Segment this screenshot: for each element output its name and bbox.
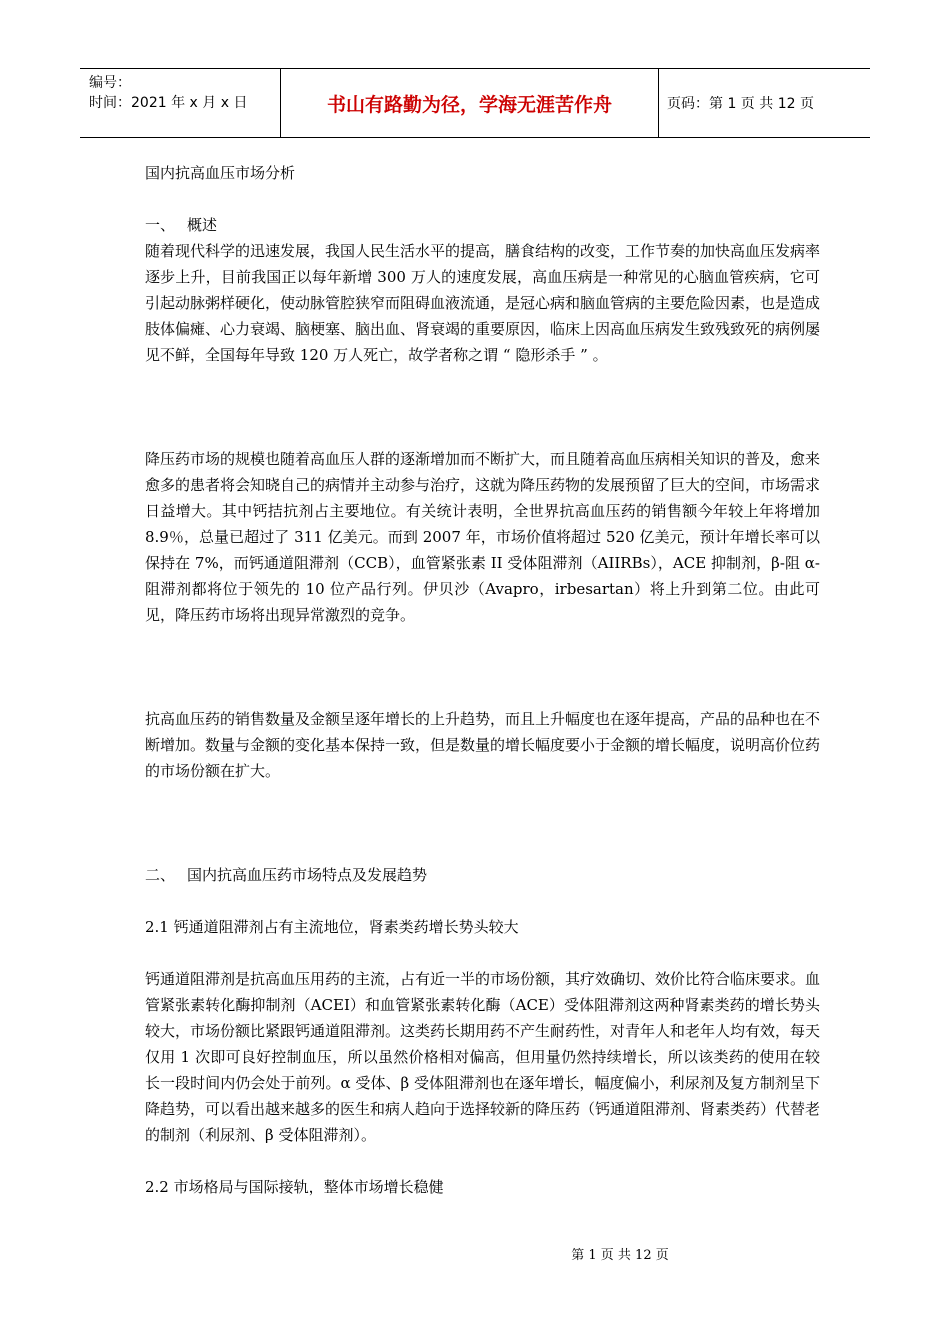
section-heading-2 bbox=[145, 862, 820, 888]
page-footer bbox=[0, 1244, 950, 1263]
section-heading-1 bbox=[145, 212, 820, 238]
paragraph-overview: 随着现代科学的迅速发展，我国人民生活水平的提高，膳食结构的改变，工作节奏的加快高血压发病率逐步上升，目前我国正以每年新增 300 万人的速度发展，高血压病是一种常见的心脑血管疾病，它可引起动脉粥样硬化，使动脉管腔狭窄而阻碍血液流通，是冠心病和脑血管病的主要危险因素，也是造成肢体偏瘫、心力衰竭、脑梗塞、脑出血、肾衰竭的重要原因，临床上因高血压病发生致残致死的病例屡见不鲜，全国每年导致 120 万人死亡，故学者称之谓 “ 隐形杀手 ” 。 bbox=[145, 242, 821, 364]
section-title: 国内抗高血压药市场特点及发展趋势 bbox=[187, 866, 428, 884]
header-motto: 书山有路勤为径，学海无涯苦作舟 bbox=[280, 69, 659, 137]
footer-page-number: 第 1 页 共 12 页 bbox=[571, 1248, 669, 1263]
paragraph-sales-trend: 抗高血压药的销售数量及金额呈逐年增长的上升趋势，而且上升幅度也在逐年提高，产品的品种也在不断增加。数量与金额的变化基本保持一致，但是数量的增长幅度要小于金额的增长幅度，说明高价位药的市场份额在扩大。 bbox=[145, 710, 821, 780]
document-title: 国内抗高血压市场分析 bbox=[145, 164, 296, 182]
header-meta bbox=[80, 69, 280, 137]
section-title: 概述 bbox=[187, 216, 218, 234]
spacer bbox=[145, 628, 820, 706]
spacer bbox=[145, 1148, 820, 1174]
document-body bbox=[145, 160, 820, 1200]
spacer bbox=[145, 784, 820, 862]
document-code-label: 编号： bbox=[89, 75, 131, 91]
spacer bbox=[145, 940, 820, 966]
header-page-info: 页码：第 1 页 共 12 页 bbox=[667, 96, 814, 112]
section-number: 二、 bbox=[145, 866, 176, 884]
spacer bbox=[145, 368, 820, 446]
page-header bbox=[80, 68, 870, 138]
section-number: 一、 bbox=[145, 216, 176, 234]
paragraph-market-scale: 降压药市场的规模也随着高血压人群的逐渐增加而不断扩大，而且随着高血压病相关知识的普及，愈来愈多的患者将会知晓自己的病情并主动参与治疗，这就为降压药物的发展预留了巨大的空间，市场需求日益增大。其中钙拮抗剂占主要地位。有关统计表明，全世界抗高血压药的销售额今年较上年将增加 8.9％，总量已超过了 311 亿美元。而到 2007 年，市场价值将超过 520 亿美元，预计年增长率可以保持在 7%，而钙通道阻滞剂（CCB），血管紧张素 II 受体阻滞剂（AIIRBs），ACE 抑制剂，β-阻 α-阻滞剂都将位于领先的 10 位产品行列。伊贝沙（Avapro，irbesartan）将上升到第二位。由此可见，降压药市场将出现异常激烈的竞争。 bbox=[145, 450, 821, 624]
spacer bbox=[145, 888, 820, 914]
subsection-heading-2-1: 2.1 钙通道阻滞剂占有主流地位，肾素类药增长势头较大 bbox=[145, 918, 519, 936]
document-date: 时间：2021 年 x 月 x 日 bbox=[89, 95, 248, 111]
subsection-heading-2-2: 2.2 市场格局与国际接轨，整体市场增长稳健 bbox=[145, 1178, 444, 1196]
paragraph-ccb: 钙通道阻滞剂是抗高血压用药的主流，占有近一半的市场份额，其疗效确切、效价比符合临床要求。血管紧张素转化酶抑制剂（ACEI）和血管紧张素转化酶（ACE）受体阻滞剂这两种肾素类药的增长势头较大，市场份额比紧跟钙通道阻滞剂。这类药长期用药不产生耐药性，对青年人和老年人均有效，每天仅用 1 次即可良好控制血压，所以虽然价格相对偏高，但用量仍然持续增长，所以该类药的使用在较长一段时间内仍会处于前列。α 受体、β 受体阻滞剂也在逐年增长，幅度偏小，利尿剂及复方制剂呈下降趋势，可以看出越来越多的医生和病人趋向于选择较新的降压药（钙通道阻滞剂、肾素类药）代替老的制剂（利尿剂、β 受体阻滞剂）。 bbox=[145, 970, 821, 1144]
